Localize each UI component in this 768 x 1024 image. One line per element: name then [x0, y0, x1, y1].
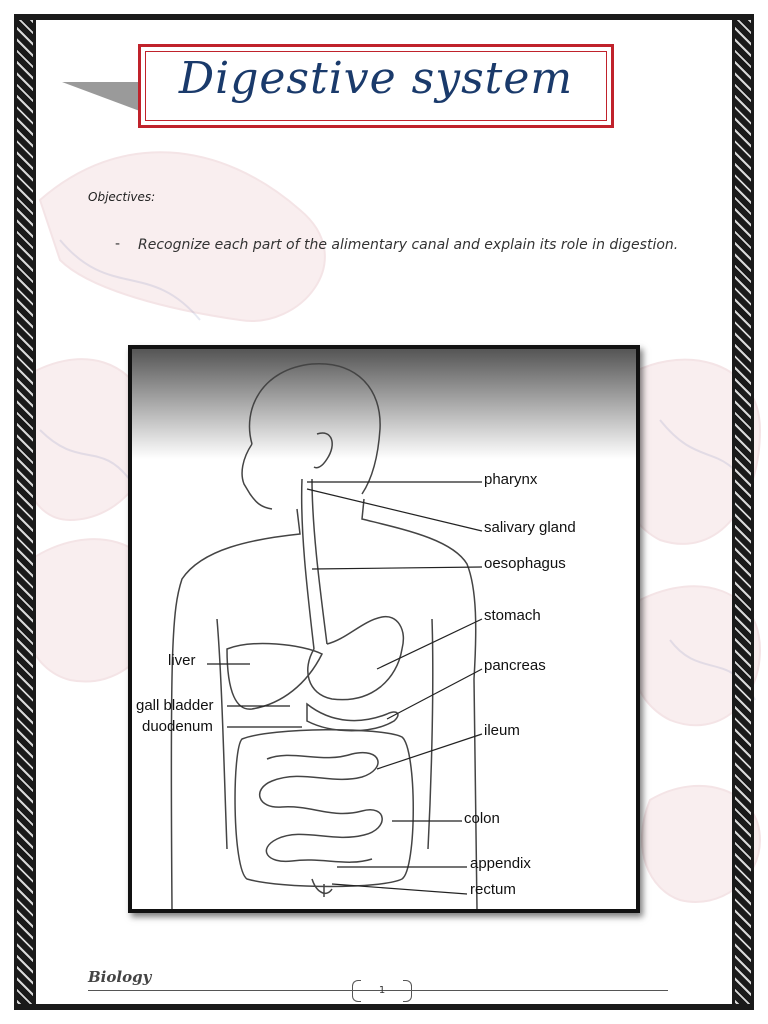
label-duodenum: duodenum — [142, 718, 213, 735]
label-appendix: appendix — [470, 855, 531, 872]
page-number: 1 — [352, 980, 412, 1002]
digestive-system-diagram — [128, 345, 640, 913]
label-oesophagus: oesophagus — [484, 555, 566, 572]
footer-subject: Biology — [88, 968, 152, 986]
label-stomach: stomach — [484, 607, 541, 624]
label-gall-bladder: gall bladder — [136, 697, 214, 714]
bullet-dash: - — [115, 236, 121, 252]
label-salivary-gland: salivary gland — [484, 519, 576, 536]
objectives-heading: Objectives: — [88, 190, 156, 204]
label-pharynx: pharynx — [484, 471, 538, 488]
page-title: Digestive system — [178, 53, 574, 104]
title-banner — [138, 44, 614, 128]
page-border-left — [14, 14, 36, 1010]
page-border-bottom — [14, 1004, 754, 1010]
label-ileum: ileum — [484, 722, 520, 739]
objective-item: Recognize each part of the alimentary canal and explain its role in digestion. — [138, 237, 679, 253]
label-colon: colon — [464, 810, 500, 827]
label-pancreas: pancreas — [484, 657, 546, 674]
page-border-top — [14, 14, 754, 20]
diagram-artwork — [132, 349, 636, 909]
label-liver: liver — [168, 652, 196, 669]
label-rectum: rectum — [470, 881, 516, 898]
page-border-right — [732, 14, 754, 1010]
